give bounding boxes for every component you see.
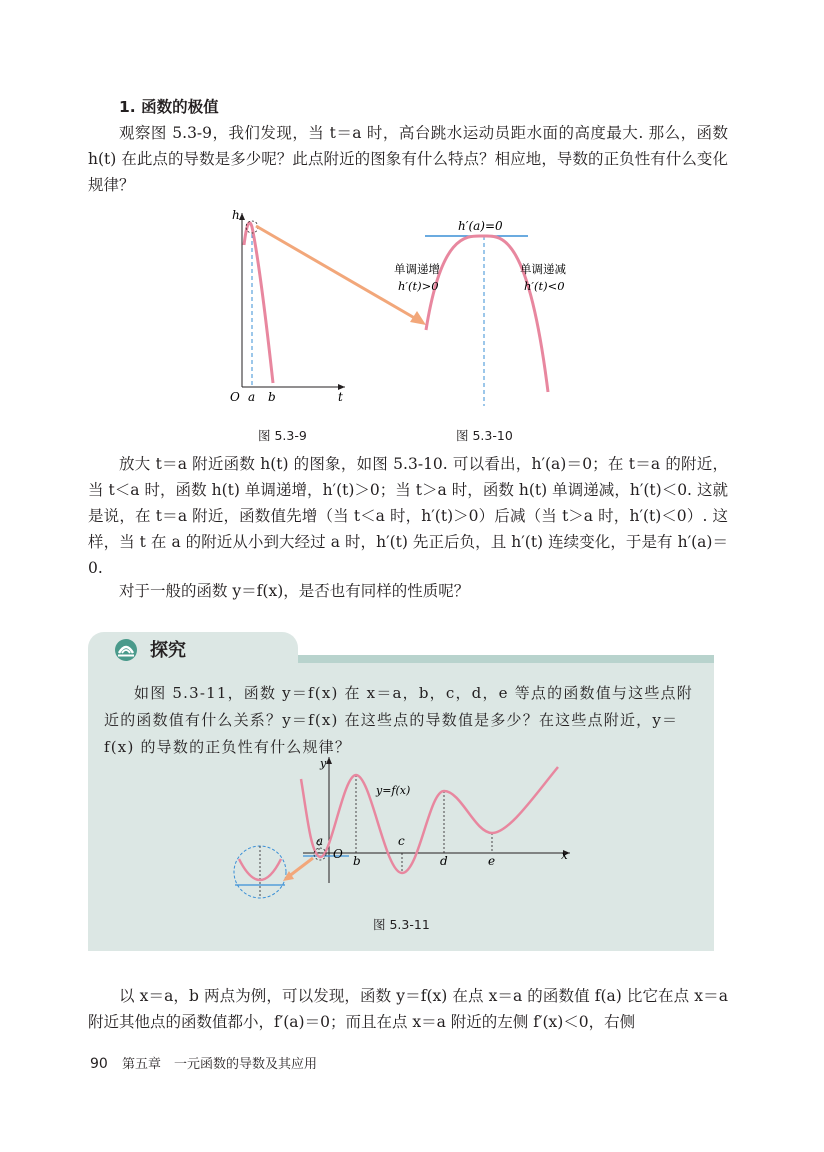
label-h-prime-a: h′(a)=0 bbox=[458, 219, 503, 233]
page-number: 90 bbox=[90, 1056, 108, 1072]
curve-label: y=f(x) bbox=[376, 784, 411, 797]
caption-5-3-9: 图 5.3-9 bbox=[258, 428, 307, 443]
figure-5-3-11 bbox=[225, 755, 585, 910]
tick-label-b: b bbox=[268, 390, 276, 404]
paragraph-zoom: 放大 t＝a 附近函数 h(t) 的图象，如图 5.3-10. 可以看出，h′(a)＝0；在 t＝a 的附近，当 t＜a 时，函数 h(t) 单调递增，h′(t)＞0；当 t＞a 时，函数 h(t) 单调递减，h′(t)＜0. 这就是说，在 t＝a 附近，函数值先增（当 t＜a 时，h′(t)＞0）后减（当 t＞a 时，h′(t)＜0）. 这样，当 t 在 a 的附近从小到大经过 a 时，h′(t) 先正后负，且 h′(t) 连续变化，于是有 h′(a)＝0. bbox=[88, 455, 728, 577]
tick-d: d bbox=[440, 854, 448, 868]
tick-e: e bbox=[488, 854, 496, 868]
h-axis-arrow bbox=[239, 213, 245, 220]
label-increasing: 单调递增 bbox=[394, 262, 440, 276]
explore-strip bbox=[298, 655, 714, 663]
origin-label-2: O bbox=[333, 847, 343, 861]
caption-5-3-10: 图 5.3-10 bbox=[456, 428, 513, 443]
axis-label-h: h bbox=[232, 208, 240, 222]
section-heading: 1. 函数的极值 bbox=[119, 98, 219, 116]
axis-label-t: t bbox=[338, 390, 343, 404]
explore-text: 如图 5.3-11，函数 y＝f(x) 在 x＝a，b，c，d，e 等点的函数值与这些点附近的函数值有什么关系？y＝f(x) 在这些点的导数值是多少？在这些点附近，y＝f(x) 的导数的正负性有什么规律？ bbox=[104, 684, 693, 756]
tick-c: c bbox=[398, 834, 405, 848]
tick-label-a: a bbox=[248, 390, 256, 404]
label-derivative-positive: h′(t)>0 bbox=[398, 279, 439, 293]
y-axis-arrow bbox=[326, 757, 332, 764]
zoom-arrow-small bbox=[288, 858, 313, 877]
figure-5-3-10 bbox=[380, 210, 580, 410]
paragraph-example: 以 x＝a，b 两点为例，可以发现，函数 y＝f(x) 在点 x＝a 的函数值 f(a) 比它在点 x＝a 附近其他点的函数值都小，f′(a)＝0；而且在点 x＝a 附近的左侧 f′(x)＜0，右侧 bbox=[88, 987, 728, 1031]
tick-b: b bbox=[353, 854, 361, 868]
zoomed-curve bbox=[426, 236, 548, 392]
axis-label-x: x bbox=[561, 848, 568, 862]
chapter-title: 第五章 一元函数的导数及其应用 bbox=[121, 1057, 317, 1072]
paragraph-question: 对于一般的函数 y＝f(x)，是否也有同样的性质呢？ bbox=[119, 582, 470, 600]
explore-icon bbox=[114, 638, 138, 662]
axis-label-y: y bbox=[320, 757, 327, 770]
tick-a: a bbox=[316, 834, 324, 848]
label-decreasing: 单调递减 bbox=[520, 262, 566, 276]
caption-5-3-11: 图 5.3-11 bbox=[373, 917, 430, 932]
explore-title: 探究 bbox=[150, 640, 186, 661]
label-derivative-negative: h′(t)<0 bbox=[524, 279, 565, 293]
origin-label: O bbox=[230, 390, 240, 404]
paragraph-intro: 观察图 5.3-9，我们发现，当 t＝a 时，高台跳水运动员距水面的高度最大. 那么，函数 h(t) 在此点的导数是多少呢？此点附近的图象有什么特点？相应地，导数的正负性有什么变化规律？ bbox=[88, 124, 728, 194]
page-footer bbox=[90, 1053, 317, 1072]
